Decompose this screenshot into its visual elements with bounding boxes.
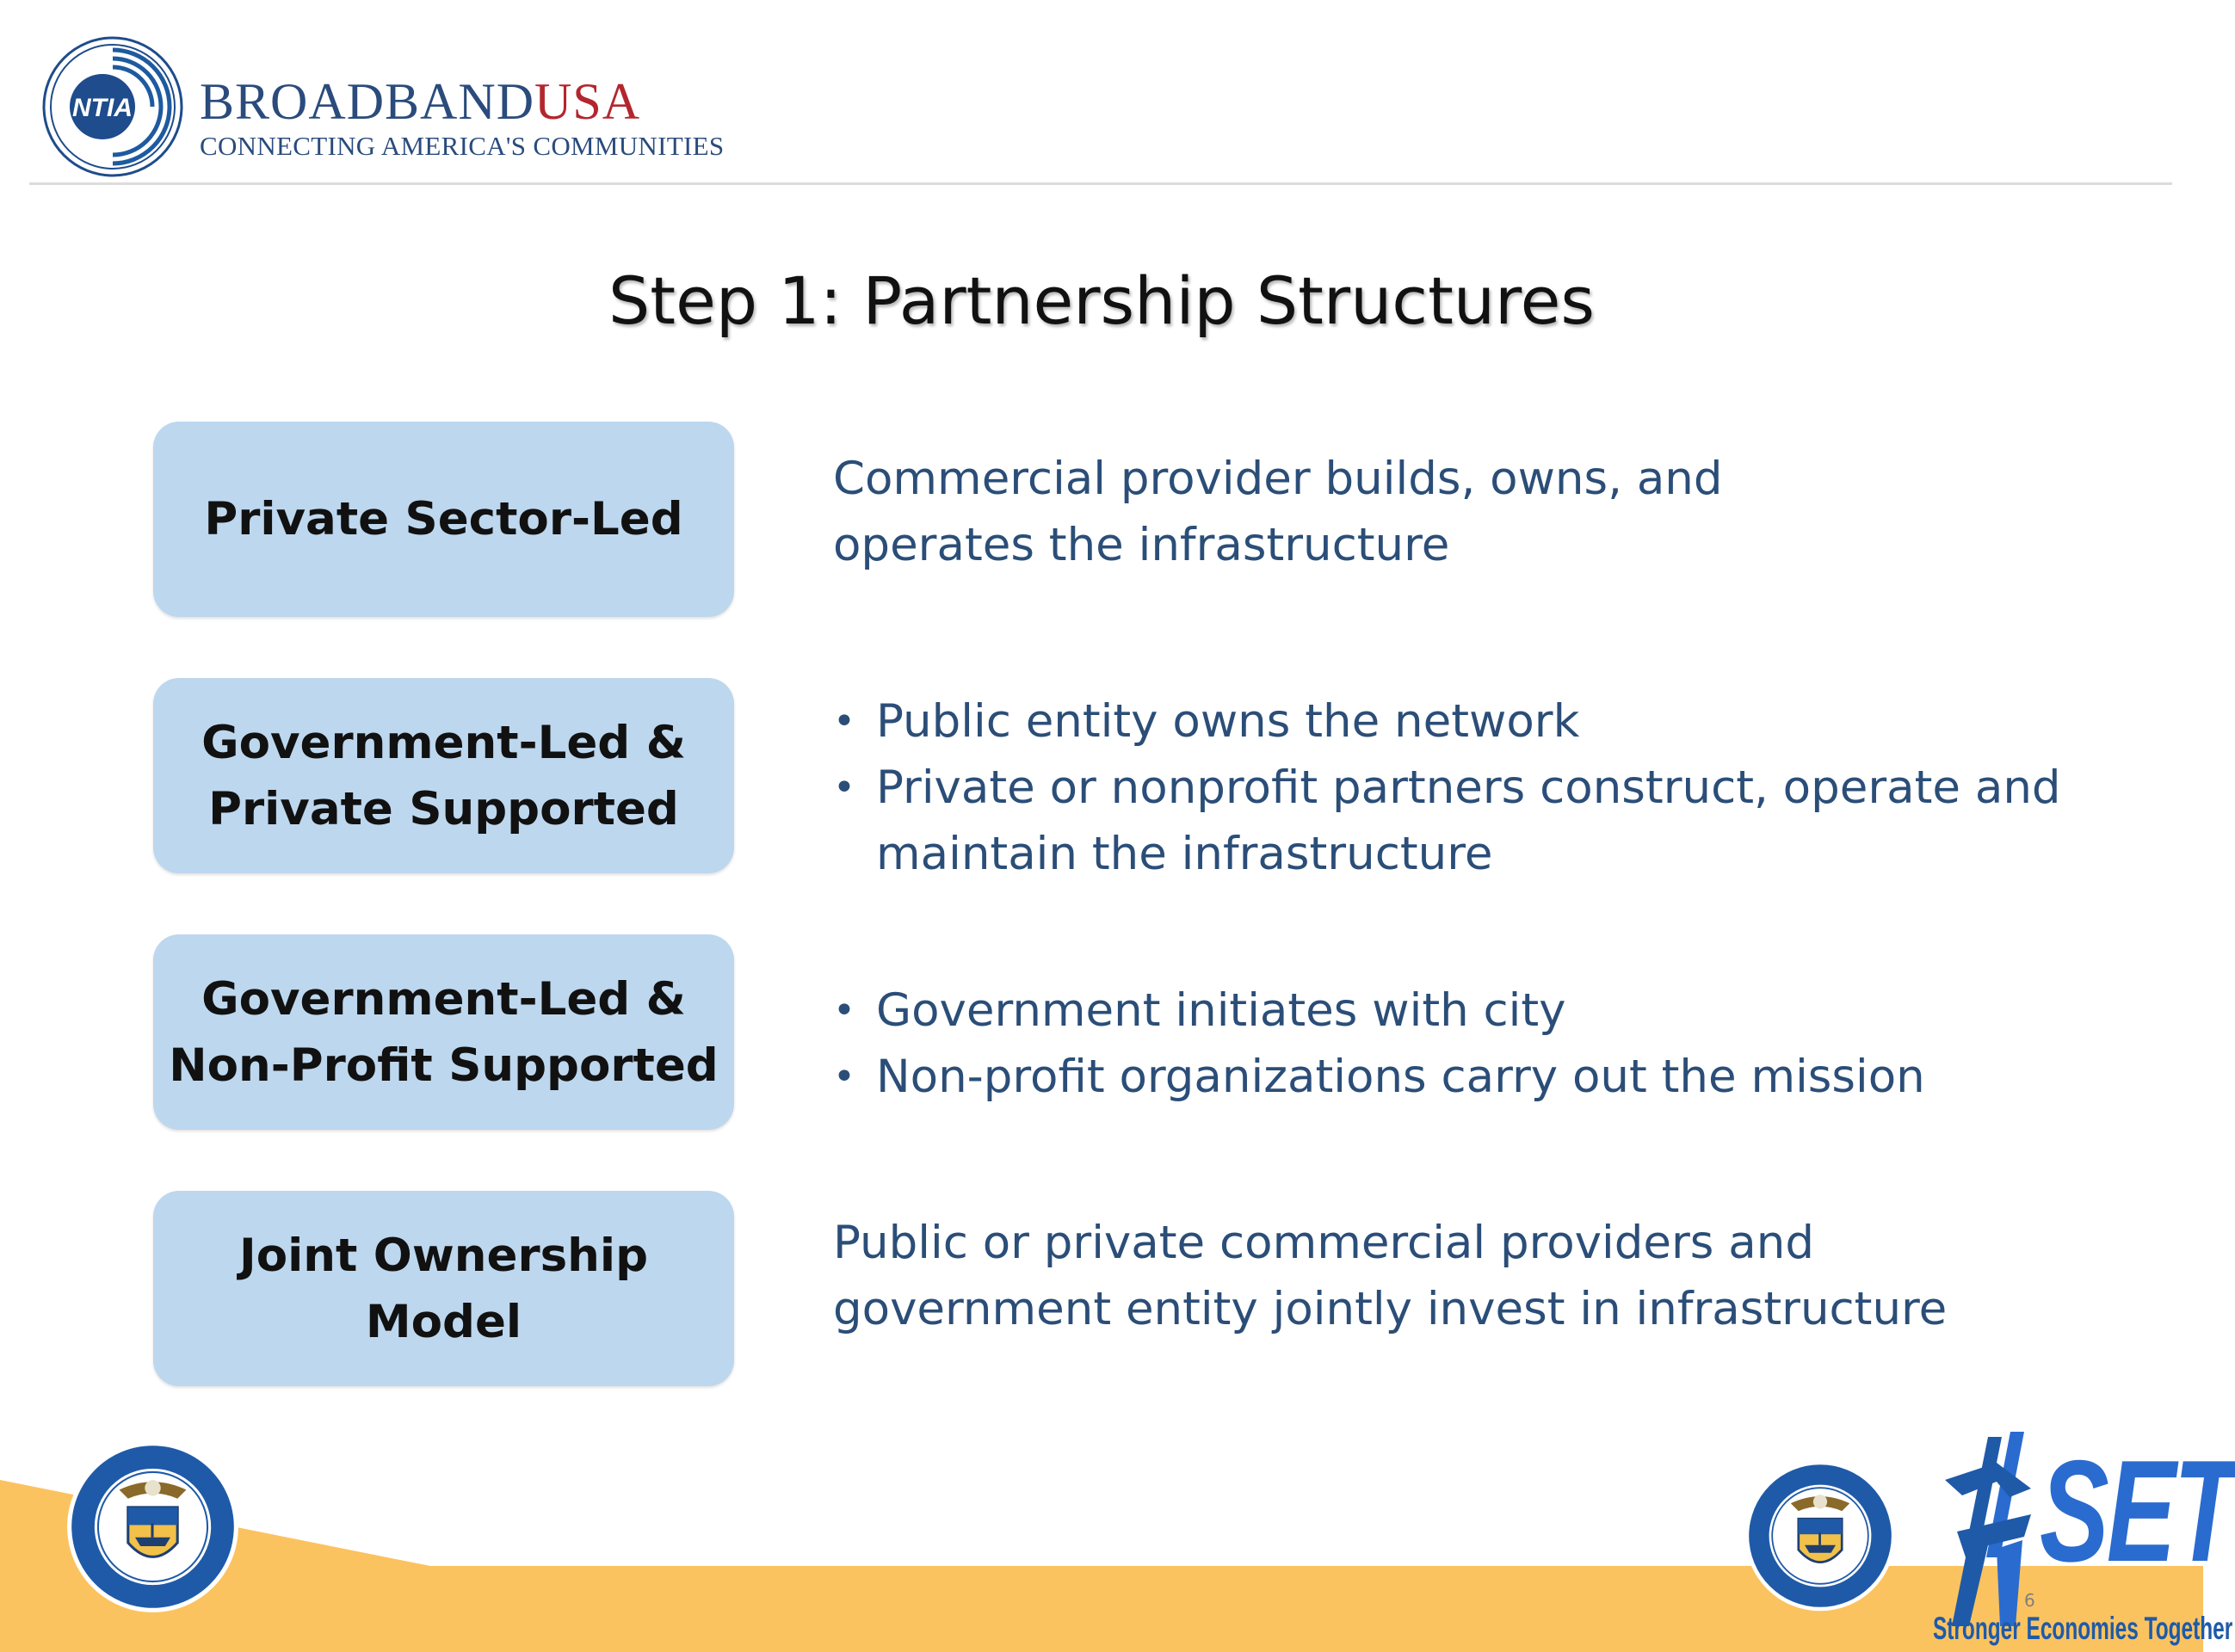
bullet-item: • Private or nonprofit partners construct, operate and maintain the infrastructure — [833, 755, 2081, 887]
slide-title: Step 1: Partnership Structures — [608, 262, 1595, 339]
structure-box-private-sector-led — [153, 422, 734, 617]
department-of-commerce-seal-icon — [65, 1439, 241, 1615]
structure-label: Government-Led & Non-Profit Supported — [169, 972, 719, 1092]
brand-tagline: CONNECTING AMERICA'S COMMUNITIES — [200, 131, 725, 161]
structure-box-government-led-private — [153, 678, 734, 873]
page-number: 6 — [2024, 1590, 2035, 1611]
brand-name: BROADBANDUSA — [200, 73, 641, 130]
set-tagline: Stronger Economies Together — [1933, 1611, 2233, 1646]
structure-bullets — [833, 977, 2081, 1110]
bullet-item: • Public entity owns the network — [833, 688, 2081, 755]
bullet-item: • Non-profit organizations carry out the mission — [833, 1044, 2081, 1110]
header-divider — [29, 182, 2172, 185]
structure-label: Joint Ownership Model — [238, 1229, 649, 1348]
department-of-commerce-seal-icon — [1743, 1458, 1898, 1613]
structure-description: Commercial provider builds, owns, and operates the infrastructure — [833, 453, 1723, 571]
broadbandusa-wordmark — [200, 73, 725, 161]
structure-box-joint-ownership — [153, 1191, 734, 1386]
svg-text:NTIA: NTIA — [72, 94, 133, 122]
structure-label: Government-Led & Private Supported — [201, 716, 686, 835]
ntia-logo-icon — [40, 34, 185, 179]
structure-bullets — [833, 688, 2081, 887]
structure-box-government-led-nonprofit — [153, 934, 734, 1130]
structure-label: Private Sector-Led — [204, 493, 683, 546]
structure-description: Public or private commercial providers and government entity jointly invest in infrastructure — [833, 1217, 1948, 1335]
set-logo-text: SET — [2040, 1430, 2235, 1592]
bullet-item: • Government initiates with city — [833, 977, 2081, 1044]
